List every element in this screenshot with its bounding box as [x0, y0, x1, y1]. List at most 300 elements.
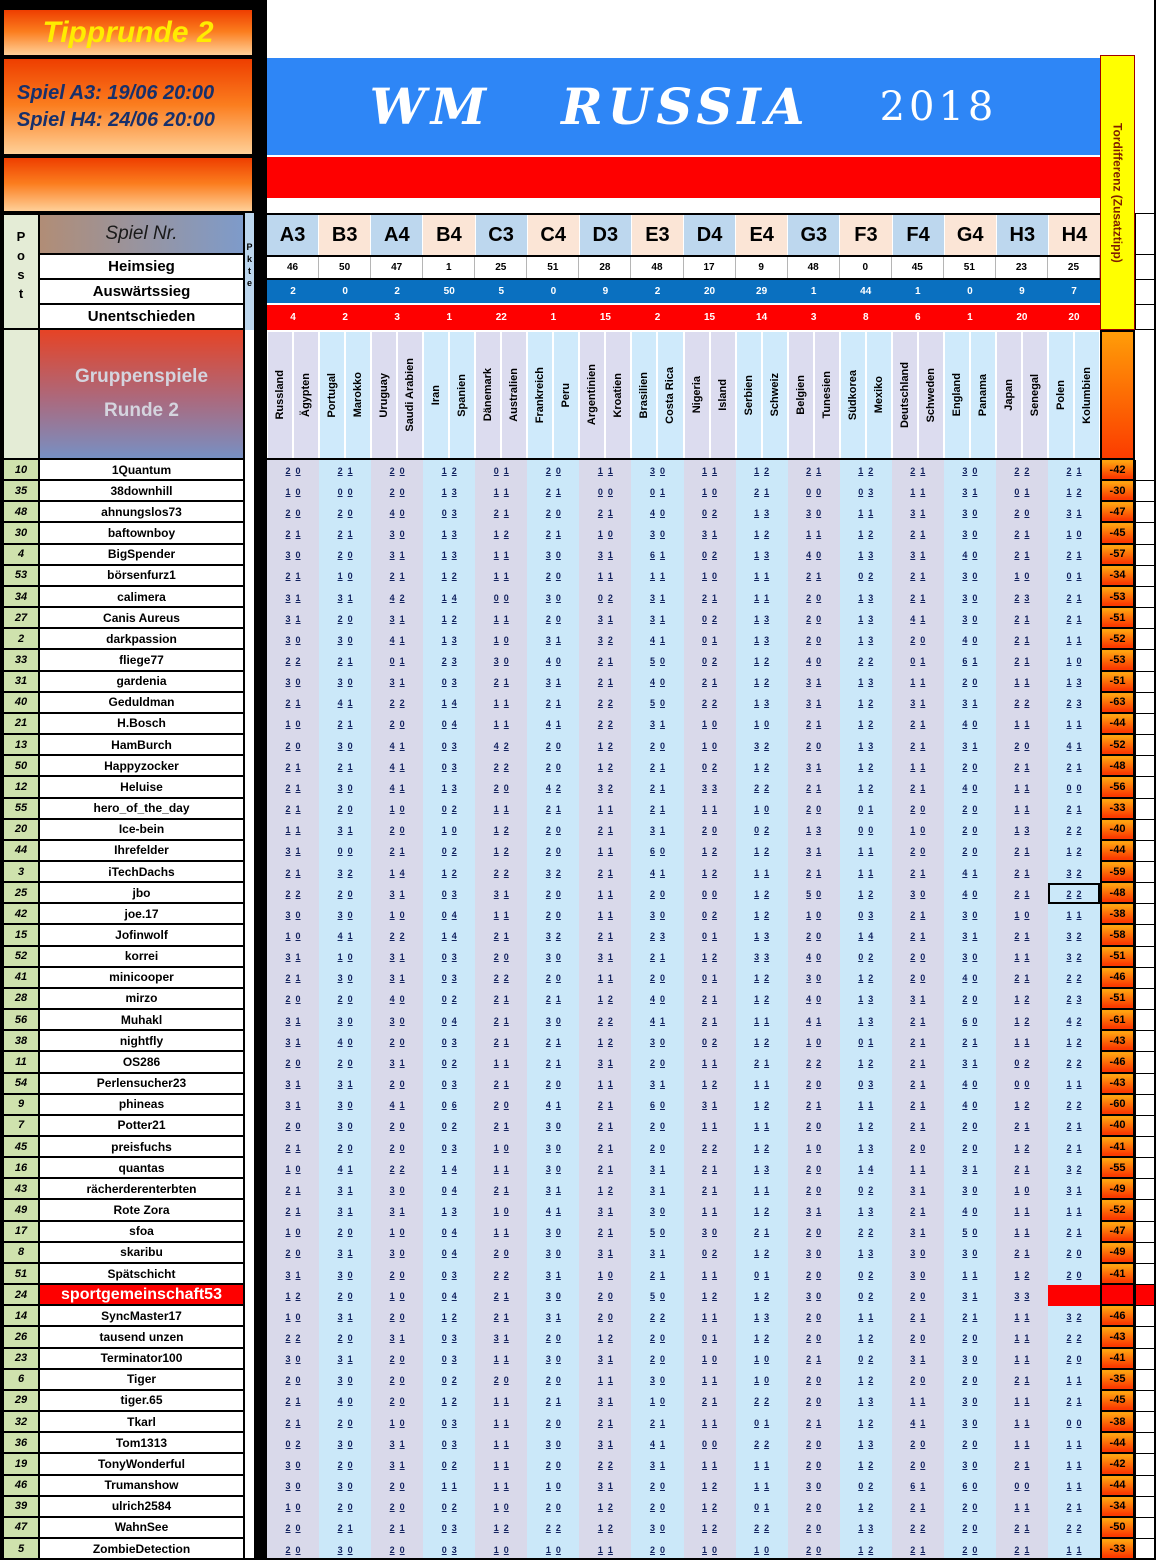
tip-cell-C4[interactable]	[527, 481, 579, 502]
tip-cell-C3[interactable]	[475, 1391, 527, 1412]
tip-cell-B3[interactable]	[319, 925, 371, 946]
tip-cell-G4[interactable]	[944, 1074, 996, 1095]
tip-cell-A4[interactable]	[371, 523, 423, 544]
tip-cell-E3[interactable]	[631, 735, 683, 756]
tip-cell-A4[interactable]	[371, 1539, 423, 1560]
tip-cell-E4[interactable]	[736, 545, 788, 566]
tip-cell-H3[interactable]	[996, 1264, 1048, 1285]
tip-cell-C3[interactable]	[475, 650, 527, 671]
tip-cell-H4[interactable]	[1048, 502, 1100, 523]
tip-cell-G3[interactable]	[788, 1476, 840, 1497]
tip-cell-D3[interactable]	[579, 672, 631, 693]
tip-cell-F3[interactable]	[840, 1158, 892, 1179]
tip-cell-A4[interactable]	[371, 1179, 423, 1200]
tip-cell-D4[interactable]	[684, 777, 736, 798]
tip-cell-G4[interactable]	[944, 566, 996, 587]
tip-cell-A3[interactable]	[267, 1349, 319, 1370]
tip-cell-B4[interactable]	[423, 1095, 475, 1116]
tip-cell-A3[interactable]	[267, 1074, 319, 1095]
tip-cell-G3[interactable]	[788, 756, 840, 777]
tip-cell-E4[interactable]	[736, 1391, 788, 1412]
tip-cell-C3[interactable]	[475, 735, 527, 756]
tip-cell-H4[interactable]	[1048, 1391, 1100, 1412]
tip-cell-D4[interactable]	[684, 502, 736, 523]
tip-cell-G4[interactable]	[944, 1052, 996, 1073]
tip-cell-H3[interactable]	[996, 1349, 1048, 1370]
tip-cell-H4[interactable]	[1048, 1052, 1100, 1073]
tip-cell-A3[interactable]	[267, 1222, 319, 1243]
tip-cell-G3[interactable]	[788, 650, 840, 671]
tip-cell-C4[interactable]	[527, 1391, 579, 1412]
tip-cell-H3[interactable]	[996, 608, 1048, 629]
tip-cell-C3[interactable]	[475, 1222, 527, 1243]
tip-cell-D4[interactable]	[684, 1454, 736, 1475]
tip-cell-E3[interactable]	[631, 1116, 683, 1137]
tip-cell-F3[interactable]	[840, 650, 892, 671]
tip-cell-C4[interactable]	[527, 777, 579, 798]
tip-cell-G4[interactable]	[944, 460, 996, 481]
tip-cell-D4[interactable]	[684, 1116, 736, 1137]
tip-cell-A4[interactable]	[371, 693, 423, 714]
tip-cell-B4[interactable]	[423, 1158, 475, 1179]
tip-cell-E3[interactable]	[631, 714, 683, 735]
tip-cell-A4[interactable]	[371, 1074, 423, 1095]
tip-cell-B4[interactable]	[423, 523, 475, 544]
tip-cell-A3[interactable]	[267, 481, 319, 502]
tip-cell-F4[interactable]	[892, 587, 944, 608]
tip-cell-C3[interactable]	[475, 1327, 527, 1348]
tip-cell-B4[interactable]	[423, 587, 475, 608]
tip-cell-H4[interactable]	[1048, 1306, 1100, 1327]
tip-cell-D3[interactable]	[579, 629, 631, 650]
tip-cell-G4[interactable]	[944, 523, 996, 544]
tip-cell-A4[interactable]	[371, 1285, 423, 1306]
tip-cell-E3[interactable]	[631, 1285, 683, 1306]
tip-cell-A4[interactable]	[371, 777, 423, 798]
tip-cell-H4[interactable]	[1048, 968, 1100, 989]
tip-cell-A3[interactable]	[267, 1370, 319, 1391]
tip-cell-B3[interactable]	[319, 1116, 371, 1137]
tip-cell-C4[interactable]	[527, 841, 579, 862]
tip-cell-B4[interactable]	[423, 1412, 475, 1433]
tip-cell-B4[interactable]	[423, 1243, 475, 1264]
tip-cell-D4[interactable]	[684, 1158, 736, 1179]
tip-cell-A3[interactable]	[267, 1476, 319, 1497]
tip-cell-D4[interactable]	[684, 925, 736, 946]
tip-cell-F3[interactable]	[840, 523, 892, 544]
tip-cell-A4[interactable]	[371, 1433, 423, 1454]
tip-cell-D4[interactable]	[684, 1285, 736, 1306]
tip-cell-B3[interactable]	[319, 1010, 371, 1031]
tip-cell-F3[interactable]	[840, 1243, 892, 1264]
tip-cell-C4[interactable]	[527, 1116, 579, 1137]
tip-cell-E3[interactable]	[631, 566, 683, 587]
tip-cell-E4[interactable]	[736, 1370, 788, 1391]
tip-cell-H4[interactable]	[1048, 1031, 1100, 1052]
tip-cell-G3[interactable]	[788, 968, 840, 989]
tip-cell-D3[interactable]	[579, 1179, 631, 1200]
tip-cell-D4[interactable]	[684, 1031, 736, 1052]
tip-cell-D3[interactable]	[579, 1306, 631, 1327]
tip-cell-B3[interactable]	[319, 968, 371, 989]
tip-cell-E4[interactable]	[736, 1264, 788, 1285]
tip-cell-B3[interactable]	[319, 735, 371, 756]
tip-cell-B4[interactable]	[423, 460, 475, 481]
tip-cell-E3[interactable]	[631, 1454, 683, 1475]
tip-cell-G3[interactable]	[788, 629, 840, 650]
tip-cell-H4[interactable]	[1048, 545, 1100, 566]
tip-cell-E4[interactable]	[736, 1476, 788, 1497]
tip-cell-E3[interactable]	[631, 1518, 683, 1539]
tip-cell-A4[interactable]	[371, 989, 423, 1010]
tip-cell-G3[interactable]	[788, 925, 840, 946]
tip-cell-F3[interactable]	[840, 841, 892, 862]
tip-cell-D4[interactable]	[684, 756, 736, 777]
tip-cell-C3[interactable]	[475, 629, 527, 650]
tip-cell-G4[interactable]	[944, 1243, 996, 1264]
tip-cell-G3[interactable]	[788, 1074, 840, 1095]
tip-cell-F3[interactable]	[840, 1074, 892, 1095]
tip-cell-E4[interactable]	[736, 523, 788, 544]
tip-cell-G3[interactable]	[788, 545, 840, 566]
tip-cell-D3[interactable]	[579, 1454, 631, 1475]
tip-cell-E3[interactable]	[631, 1412, 683, 1433]
tip-cell-A4[interactable]	[371, 862, 423, 883]
tip-cell-C3[interactable]	[475, 1158, 527, 1179]
tip-cell-E4[interactable]	[736, 1306, 788, 1327]
tip-cell-H3[interactable]	[996, 841, 1048, 862]
tip-cell-H3[interactable]	[996, 1243, 1048, 1264]
tip-cell-H3[interactable]	[996, 1476, 1048, 1497]
tip-cell-C3[interactable]	[475, 925, 527, 946]
tip-cell-H3[interactable]	[996, 735, 1048, 756]
tip-cell-B4[interactable]	[423, 841, 475, 862]
tip-cell-C3[interactable]	[475, 1010, 527, 1031]
tip-cell-D4[interactable]	[684, 1412, 736, 1433]
tip-cell-A3[interactable]	[267, 883, 319, 904]
tip-cell-B3[interactable]	[319, 947, 371, 968]
tip-cell-D4[interactable]	[684, 650, 736, 671]
tip-cell-A4[interactable]	[371, 735, 423, 756]
tip-cell-D4[interactable]	[684, 1074, 736, 1095]
tip-cell-G4[interactable]	[944, 1306, 996, 1327]
tip-cell-G3[interactable]	[788, 460, 840, 481]
tip-cell-F3[interactable]	[840, 968, 892, 989]
tip-cell-A4[interactable]	[371, 1518, 423, 1539]
tip-cell-H4[interactable]	[1048, 1179, 1100, 1200]
tip-cell-D3[interactable]	[579, 883, 631, 904]
tip-cell-H4[interactable]	[1048, 1222, 1100, 1243]
tip-cell-H3[interactable]	[996, 904, 1048, 925]
tip-cell-C4[interactable]	[527, 545, 579, 566]
tip-cell-C4[interactable]	[527, 587, 579, 608]
tip-cell-H4[interactable]	[1048, 925, 1100, 946]
tip-cell-F4[interactable]	[892, 1179, 944, 1200]
tip-cell-H4[interactable]	[1048, 714, 1100, 735]
tip-cell-G4[interactable]	[944, 756, 996, 777]
tip-cell-B3[interactable]	[319, 1052, 371, 1073]
tip-cell-B4[interactable]	[423, 968, 475, 989]
tip-cell-C4[interactable]	[527, 862, 579, 883]
tip-cell-A3[interactable]	[267, 862, 319, 883]
tip-cell-D4[interactable]	[684, 1327, 736, 1348]
tip-cell-A3[interactable]	[267, 672, 319, 693]
tip-cell-G3[interactable]	[788, 1264, 840, 1285]
tip-cell-F3[interactable]	[840, 1476, 892, 1497]
tip-cell-E4[interactable]	[736, 1412, 788, 1433]
tip-cell-G4[interactable]	[944, 1327, 996, 1348]
tip-cell-A3[interactable]	[267, 947, 319, 968]
tip-cell-F3[interactable]	[840, 1010, 892, 1031]
tip-cell-A3[interactable]	[267, 566, 319, 587]
tip-cell-B3[interactable]	[319, 883, 371, 904]
tip-cell-A3[interactable]	[267, 1095, 319, 1116]
tip-cell-B4[interactable]	[423, 1074, 475, 1095]
tip-cell-A4[interactable]	[371, 1327, 423, 1348]
tip-cell-D3[interactable]	[579, 1095, 631, 1116]
tip-cell-E3[interactable]	[631, 1200, 683, 1221]
tip-cell-F3[interactable]	[840, 1285, 892, 1306]
tip-cell-F4[interactable]	[892, 523, 944, 544]
tip-cell-E4[interactable]	[736, 1497, 788, 1518]
tip-cell-H3[interactable]	[996, 1052, 1048, 1073]
tip-cell-F4[interactable]	[892, 883, 944, 904]
tip-cell-A3[interactable]	[267, 693, 319, 714]
tip-cell-G3[interactable]	[788, 1412, 840, 1433]
tip-cell-E4[interactable]	[736, 650, 788, 671]
tip-cell-E4[interactable]	[736, 735, 788, 756]
tip-cell-H4[interactable]	[1048, 1539, 1100, 1560]
tip-cell-B4[interactable]	[423, 925, 475, 946]
tip-cell-F3[interactable]	[840, 502, 892, 523]
tip-cell-B4[interactable]	[423, 502, 475, 523]
tip-cell-A3[interactable]	[267, 714, 319, 735]
tip-cell-G3[interactable]	[788, 566, 840, 587]
tip-cell-D3[interactable]	[579, 1433, 631, 1454]
tip-cell-F4[interactable]	[892, 1497, 944, 1518]
tip-cell-E3[interactable]	[631, 756, 683, 777]
tip-cell-C4[interactable]	[527, 1200, 579, 1221]
tip-cell-D3[interactable]	[579, 968, 631, 989]
tip-cell-F3[interactable]	[840, 1052, 892, 1073]
tip-cell-D4[interactable]	[684, 904, 736, 925]
tip-cell-D4[interactable]	[684, 523, 736, 544]
tip-cell-C4[interactable]	[527, 650, 579, 671]
tip-cell-H4[interactable]	[1048, 1454, 1100, 1475]
tip-cell-B3[interactable]	[319, 1031, 371, 1052]
tip-cell-G3[interactable]	[788, 1052, 840, 1073]
tip-cell-A4[interactable]	[371, 1412, 423, 1433]
tip-cell-F4[interactable]	[892, 1074, 944, 1095]
tip-cell-E3[interactable]	[631, 1327, 683, 1348]
tip-cell-B3[interactable]	[319, 1285, 371, 1306]
tip-cell-D3[interactable]	[579, 947, 631, 968]
tip-cell-E4[interactable]	[736, 693, 788, 714]
tip-cell-E4[interactable]	[736, 841, 788, 862]
tip-cell-E3[interactable]	[631, 1349, 683, 1370]
tip-cell-D4[interactable]	[684, 735, 736, 756]
tip-cell-D4[interactable]	[684, 629, 736, 650]
tip-cell-A3[interactable]	[267, 1454, 319, 1475]
tip-cell-B3[interactable]	[319, 1095, 371, 1116]
tip-cell-H4[interactable]	[1048, 1497, 1100, 1518]
tip-cell-G3[interactable]	[788, 523, 840, 544]
tip-cell-F4[interactable]	[892, 735, 944, 756]
tip-cell-A4[interactable]	[371, 650, 423, 671]
tip-cell-F3[interactable]	[840, 460, 892, 481]
tip-cell-C3[interactable]	[475, 799, 527, 820]
tip-cell-B4[interactable]	[423, 1476, 475, 1497]
tip-cell-G4[interactable]	[944, 1222, 996, 1243]
tip-cell-D3[interactable]	[579, 481, 631, 502]
tip-cell-C3[interactable]	[475, 502, 527, 523]
tip-cell-E4[interactable]	[736, 1010, 788, 1031]
tip-cell-G3[interactable]	[788, 672, 840, 693]
tip-cell-E3[interactable]	[631, 883, 683, 904]
tip-cell-H4[interactable]	[1048, 820, 1100, 841]
tip-cell-A3[interactable]	[267, 608, 319, 629]
tip-cell-D3[interactable]	[579, 1031, 631, 1052]
tip-cell-F4[interactable]	[892, 841, 944, 862]
tip-cell-E3[interactable]	[631, 820, 683, 841]
tip-cell-F3[interactable]	[840, 1116, 892, 1137]
tip-cell-B3[interactable]	[319, 1158, 371, 1179]
tip-cell-A3[interactable]	[267, 460, 319, 481]
tip-cell-G3[interactable]	[788, 735, 840, 756]
tip-cell-A4[interactable]	[371, 1222, 423, 1243]
tip-cell-C4[interactable]	[527, 1052, 579, 1073]
tip-cell-F4[interactable]	[892, 481, 944, 502]
tip-cell-D4[interactable]	[684, 1179, 736, 1200]
tip-cell-D3[interactable]	[579, 756, 631, 777]
tip-cell-A3[interactable]	[267, 629, 319, 650]
tip-cell-C4[interactable]	[527, 925, 579, 946]
tip-cell-D4[interactable]	[684, 883, 736, 904]
tip-cell-G3[interactable]	[788, 1349, 840, 1370]
tip-cell-E4[interactable]	[736, 587, 788, 608]
tip-cell-F4[interactable]	[892, 947, 944, 968]
tip-cell-C4[interactable]	[527, 1010, 579, 1031]
tip-cell-B3[interactable]	[319, 1391, 371, 1412]
tip-cell-H3[interactable]	[996, 1222, 1048, 1243]
tip-cell-G4[interactable]	[944, 693, 996, 714]
tip-cell-H3[interactable]	[996, 1074, 1048, 1095]
tip-cell-H4[interactable]	[1048, 1349, 1100, 1370]
tip-cell-E3[interactable]	[631, 1243, 683, 1264]
tip-cell-F3[interactable]	[840, 883, 892, 904]
tip-cell-B3[interactable]	[319, 1476, 371, 1497]
tip-cell-H4[interactable]	[1048, 756, 1100, 777]
tip-cell-B4[interactable]	[423, 1052, 475, 1073]
tip-cell-B3[interactable]	[319, 566, 371, 587]
tip-cell-B4[interactable]	[423, 1349, 475, 1370]
tip-cell-H3[interactable]	[996, 1031, 1048, 1052]
tip-cell-B4[interactable]	[423, 1433, 475, 1454]
tip-cell-C4[interactable]	[527, 1476, 579, 1497]
tip-cell-B3[interactable]	[319, 481, 371, 502]
tip-cell-C4[interactable]	[527, 1539, 579, 1560]
tip-cell-G3[interactable]	[788, 1327, 840, 1348]
tip-cell-H3[interactable]	[996, 1433, 1048, 1454]
tip-cell-A3[interactable]	[267, 1031, 319, 1052]
tip-cell-H3[interactable]	[996, 777, 1048, 798]
tip-cell-C3[interactable]	[475, 608, 527, 629]
tip-cell-G3[interactable]	[788, 1243, 840, 1264]
tip-cell-E4[interactable]	[736, 502, 788, 523]
tip-cell-B4[interactable]	[423, 1264, 475, 1285]
tip-cell-H4[interactable]	[1048, 629, 1100, 650]
tip-cell-D4[interactable]	[684, 1052, 736, 1073]
tip-cell-E3[interactable]	[631, 1179, 683, 1200]
tip-cell-E3[interactable]	[631, 460, 683, 481]
tip-cell-F4[interactable]	[892, 1327, 944, 1348]
tip-cell-F4[interactable]	[892, 989, 944, 1010]
tip-cell-H3[interactable]	[996, 587, 1048, 608]
tip-cell-G4[interactable]	[944, 545, 996, 566]
tip-cell-B3[interactable]	[319, 989, 371, 1010]
tip-cell-H3[interactable]	[996, 1497, 1048, 1518]
tip-cell-E4[interactable]	[736, 672, 788, 693]
tip-cell-G4[interactable]	[944, 1433, 996, 1454]
tip-cell-C3[interactable]	[475, 1433, 527, 1454]
tip-cell-A4[interactable]	[371, 1137, 423, 1158]
tip-cell-E4[interactable]	[736, 968, 788, 989]
tip-cell-G4[interactable]	[944, 1179, 996, 1200]
tip-cell-H4[interactable]	[1048, 1285, 1100, 1306]
tip-cell-C4[interactable]	[527, 714, 579, 735]
tip-cell-G4[interactable]	[944, 883, 996, 904]
tip-cell-E4[interactable]	[736, 1095, 788, 1116]
tip-cell-C3[interactable]	[475, 481, 527, 502]
tip-cell-B3[interactable]	[319, 1454, 371, 1475]
tip-cell-C3[interactable]	[475, 968, 527, 989]
tip-cell-G3[interactable]	[788, 1454, 840, 1475]
tip-cell-A4[interactable]	[371, 947, 423, 968]
tip-cell-C3[interactable]	[475, 1539, 527, 1560]
tip-cell-G4[interactable]	[944, 714, 996, 735]
tip-cell-D4[interactable]	[684, 841, 736, 862]
tip-cell-D3[interactable]	[579, 566, 631, 587]
tip-cell-F4[interactable]	[892, 1391, 944, 1412]
tip-cell-G4[interactable]	[944, 1285, 996, 1306]
tip-cell-E3[interactable]	[631, 904, 683, 925]
tip-cell-C4[interactable]	[527, 883, 579, 904]
tip-cell-F3[interactable]	[840, 1497, 892, 1518]
tip-cell-D3[interactable]	[579, 1074, 631, 1095]
tip-cell-E4[interactable]	[736, 925, 788, 946]
tip-cell-D4[interactable]	[684, 545, 736, 566]
tip-cell-B4[interactable]	[423, 1306, 475, 1327]
tip-cell-C3[interactable]	[475, 1349, 527, 1370]
tip-cell-H3[interactable]	[996, 1095, 1048, 1116]
tip-cell-B4[interactable]	[423, 1179, 475, 1200]
tip-cell-A4[interactable]	[371, 968, 423, 989]
tip-cell-A4[interactable]	[371, 883, 423, 904]
tip-cell-H4[interactable]	[1048, 481, 1100, 502]
tip-cell-H4[interactable]	[1048, 1264, 1100, 1285]
tip-cell-A4[interactable]	[371, 1454, 423, 1475]
tip-cell-D4[interactable]	[684, 608, 736, 629]
tip-cell-F3[interactable]	[840, 989, 892, 1010]
tip-cell-G3[interactable]	[788, 1137, 840, 1158]
tip-cell-B3[interactable]	[319, 756, 371, 777]
tip-cell-F4[interactable]	[892, 799, 944, 820]
tip-cell-H4[interactable]	[1048, 1158, 1100, 1179]
tip-cell-B3[interactable]	[319, 545, 371, 566]
tip-cell-D3[interactable]	[579, 777, 631, 798]
tip-cell-D4[interactable]	[684, 947, 736, 968]
tip-cell-D4[interactable]	[684, 672, 736, 693]
